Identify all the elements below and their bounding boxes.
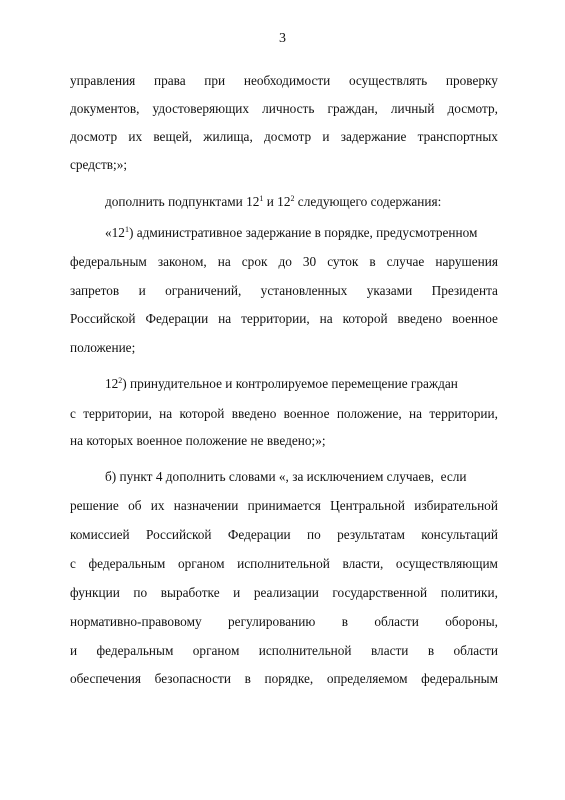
word: необходимости [243, 73, 331, 88]
word: осуществлять [348, 73, 428, 88]
word: федеральным [421, 671, 498, 686]
word: в [341, 614, 348, 629]
word: на [159, 406, 173, 421]
word: территории, [241, 311, 310, 326]
word: территории, [83, 406, 152, 421]
word: органом [192, 643, 240, 658]
text-line [70, 310, 498, 328]
word: 30 [302, 254, 317, 269]
word: нарушения [435, 254, 498, 269]
word: избирательной [414, 498, 498, 513]
word: федеральным [96, 643, 174, 658]
word: военное [283, 406, 330, 421]
word: власти [370, 643, 409, 658]
word: досмотр [70, 129, 118, 144]
word: принимается [247, 498, 321, 513]
text-line [70, 128, 498, 146]
line-text: ) административное задержание в порядке, предусмотренном [128, 225, 478, 240]
word: досмотр [264, 129, 312, 144]
word: на [218, 311, 232, 326]
line-text: ) принудительное и контролируемое перемещение граждан [122, 376, 458, 391]
line-text: следующего содержания: [294, 194, 442, 209]
word: комиссией [70, 527, 130, 542]
word: органом [177, 556, 225, 571]
word: консультаций [421, 527, 498, 542]
word: Федерации [227, 527, 291, 542]
word: в [427, 643, 435, 658]
word: Российской [146, 527, 212, 542]
word: на [409, 406, 423, 421]
word: вещей, [153, 129, 193, 144]
word: введено [231, 406, 277, 421]
text-line [70, 253, 498, 271]
word: граждан, [327, 101, 378, 116]
word: их [128, 129, 143, 144]
word: определяемом [326, 671, 408, 686]
word: и [233, 585, 241, 600]
word: и [138, 283, 146, 298]
word: исполнительной [237, 556, 330, 571]
word: назначении [173, 498, 239, 513]
line-text: и 12 [263, 194, 291, 209]
word: проверку [445, 73, 498, 88]
word: жилища, [203, 129, 253, 144]
word: которой [179, 406, 225, 421]
word: документов, [70, 101, 140, 116]
word: осуществляющим [395, 556, 498, 571]
word: государственной [332, 585, 428, 600]
word: регулированию [228, 614, 316, 629]
text-line [70, 405, 498, 423]
word: срок [241, 254, 268, 269]
superscript: 2 [290, 194, 295, 203]
word: территории, [429, 406, 498, 421]
text-line [70, 613, 498, 631]
word: их [150, 498, 165, 513]
word: обороны, [445, 614, 498, 629]
word: федеральным [88, 556, 166, 571]
word: ограничений, [165, 283, 242, 298]
word: политики, [440, 585, 498, 600]
text-line: средств;»; [70, 157, 128, 172]
superscript: 2 [118, 376, 123, 385]
word: области [374, 614, 419, 629]
text-line [105, 193, 498, 211]
word: транспортных [417, 129, 498, 144]
word: введено [397, 311, 443, 326]
word: области [453, 643, 498, 658]
word: досмотр, [447, 101, 498, 116]
word: при [204, 73, 226, 88]
word: Президента [431, 283, 498, 298]
word: и [70, 643, 78, 658]
word: в [369, 254, 376, 269]
word: удостоверяющих [152, 101, 250, 116]
text-line [70, 670, 498, 688]
word: порядке, [264, 671, 314, 686]
word: управления [70, 73, 136, 88]
word: по [307, 527, 321, 542]
text-line: положение; [70, 340, 136, 355]
word: военное [452, 311, 498, 326]
word: нормативно-правовому [70, 614, 202, 629]
word: законом, [157, 254, 207, 269]
word: Центральной [330, 498, 405, 513]
word: задержание [340, 129, 407, 144]
text-line [70, 72, 498, 90]
word: по [133, 585, 148, 600]
text-line [70, 584, 498, 602]
word: с [70, 556, 76, 571]
word: Российской [70, 311, 136, 326]
word: которой [342, 311, 388, 326]
word: суток [327, 254, 359, 269]
word: с [70, 406, 76, 421]
text-line [70, 642, 498, 660]
text-line [70, 497, 498, 515]
text-line [70, 100, 498, 118]
word: власти, [342, 556, 384, 571]
word: запретов [70, 283, 120, 298]
word: Федерации [145, 311, 209, 326]
text-line: на которых военное положение не введено;»; [70, 433, 326, 448]
word: до [278, 254, 292, 269]
text-line [105, 224, 498, 242]
word: права [153, 73, 186, 88]
word: на [217, 254, 231, 269]
superscript: 1 [259, 194, 264, 203]
text-line [70, 282, 498, 300]
word: положение, [336, 406, 402, 421]
superscript: 1 [124, 225, 129, 234]
line-text: «12 [105, 225, 125, 240]
word: реализации [253, 585, 319, 600]
word: случае [386, 254, 425, 269]
line-text: 12 [105, 376, 119, 391]
word: указами [366, 283, 413, 298]
page-number: 3 [279, 31, 286, 46]
word: результатам [337, 527, 405, 542]
word: функции [70, 585, 120, 600]
word: выработке [160, 585, 220, 600]
word: обеспечения [70, 671, 141, 686]
word: в [244, 671, 251, 686]
word: установленных [260, 283, 348, 298]
word: решение [70, 498, 119, 513]
text-line [105, 375, 498, 393]
line-text: дополнить подпунктами 12 [105, 194, 260, 209]
word: личность [262, 101, 315, 116]
word: об [128, 498, 142, 513]
text-line [70, 526, 498, 544]
word: личный [390, 101, 435, 116]
text-line: б) пункт 4 дополнить словами «, за исключением случаев, если [105, 469, 467, 484]
word: безопасности [154, 671, 231, 686]
word: и [322, 129, 330, 144]
text-line [70, 555, 498, 573]
word: на [319, 311, 333, 326]
word: исполнительной [258, 643, 352, 658]
word: федеральным [70, 254, 147, 269]
